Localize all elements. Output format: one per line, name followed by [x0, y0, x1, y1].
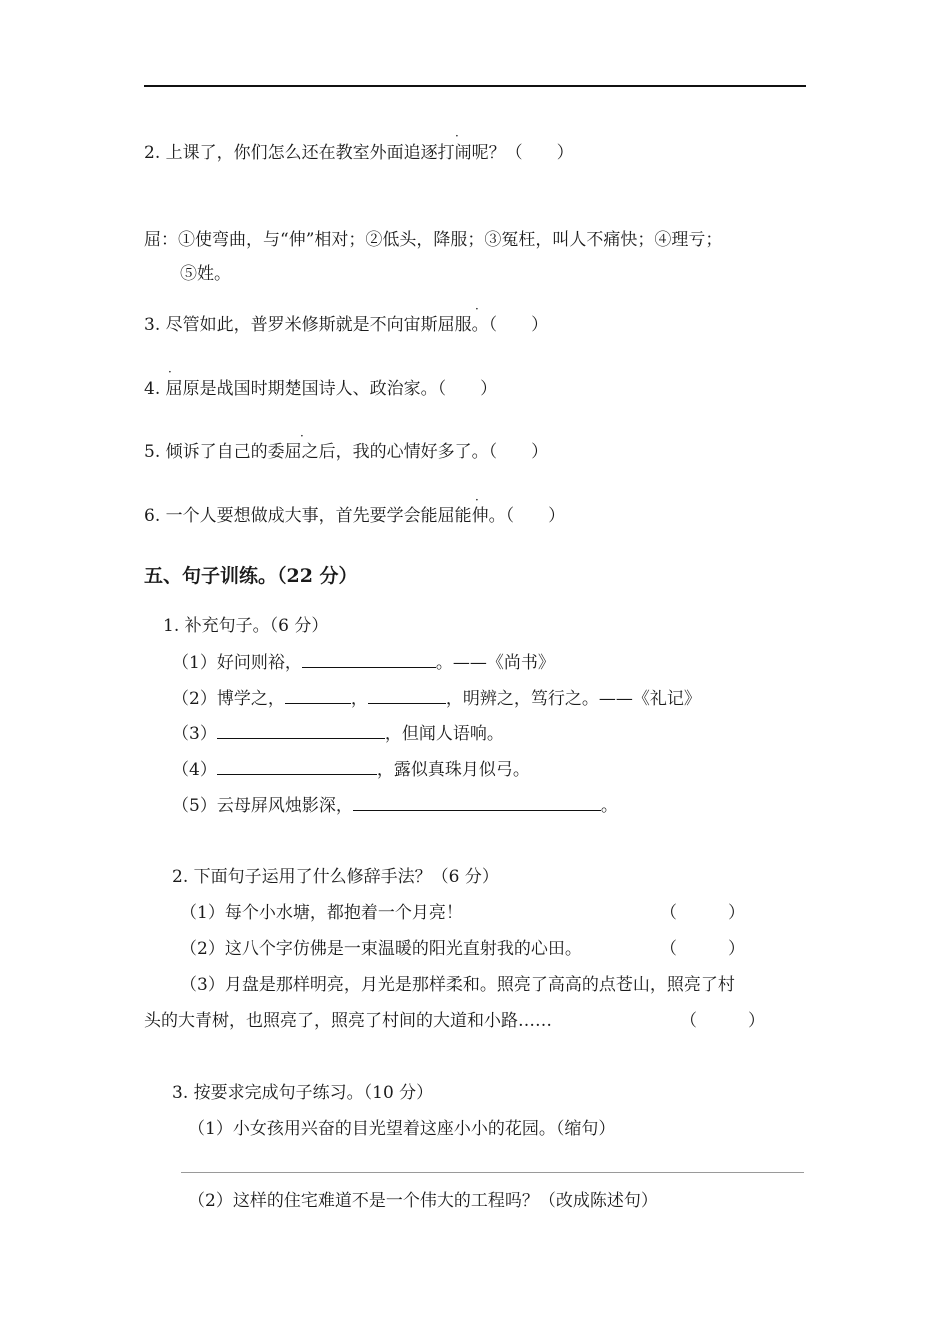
answer-paren[interactable]: （ ） [660, 903, 745, 923]
fill-text: （1）好问则裕， [172, 653, 302, 673]
fill-text: （2）博学之， [172, 689, 285, 709]
answer-blank[interactable] [353, 794, 601, 811]
question-6: 6. 一个人要想做成大事，首先要学会能屈能伸。（ ） [144, 506, 566, 526]
fill-text: （3） [172, 724, 217, 744]
answer-blank[interactable] [217, 722, 385, 739]
emphasis-dot: · [455, 129, 459, 143]
question-5: 5. 倾诉了自己的委屈之后，我的心情好多了。（ ） [144, 442, 549, 462]
fill-sentence-5 [172, 794, 618, 817]
definition-qu-line2: ⑤姓。 [180, 264, 231, 284]
fill-sentence-3 [172, 722, 504, 745]
exercise-sentence-1: （1）小女孩用兴奋的目光望着这座小小的花园。（缩句） [188, 1119, 616, 1139]
fill-text: ，明辨之，笃行之。——《礼记》 [445, 689, 701, 709]
fill-text: 。 [600, 796, 618, 816]
question-4: 4. 屈原是战国时期楚国诗人、政治家。（ ） [144, 379, 498, 399]
answer-paren[interactable]: （ ） [660, 939, 745, 959]
rhetoric-sentence-2: （2）这八个字仿佛是一束温暖的阳光直射我的心田。 [180, 939, 582, 959]
fill-text: （5）云母屏风烛影深， [172, 796, 353, 816]
answer-blank[interactable] [368, 687, 446, 704]
section-5-title: 五、句子训练。（22 分） [144, 565, 358, 587]
answer-blank[interactable] [302, 651, 436, 668]
fill-text: ，但闻人语响。 [384, 724, 504, 744]
definition-qu-line1: 屈：①使弯曲，与“伸”相对；②低头，降服；③冤枉，叫人不痛快；④理亏； [144, 230, 723, 250]
question-3: 3. 尽管如此，普罗米修斯就是不向宙斯屈服。（ ） [144, 315, 549, 335]
fill-text: ，露似真珠月似弓。 [376, 760, 530, 780]
rhetoric-sentence-3-line1: （3）月盘是那样明亮，月光是那样柔和。照亮了高高的点苍山，照亮了村 [180, 975, 735, 995]
exercise-sentence-2: （2）这样的住宅难道不是一个伟大的工程吗？（改成陈述句） [188, 1191, 658, 1211]
answer-blank[interactable] [285, 687, 351, 704]
question-2: 2. 上课了，你们怎么还在教室外面追逐打闹呢？（ ） [144, 143, 574, 163]
part-1-title: 1. 补充句子。（6 分） [163, 616, 329, 636]
answer-blank[interactable] [217, 758, 377, 775]
rhetoric-sentence-3-line2: 头的大青树，也照亮了，照亮了村间的大道和小路…… [144, 1011, 552, 1031]
fill-sentence-4 [172, 758, 530, 781]
rhetoric-sentence-1: （1）每个小水塘，都抱着一个月亮！ [180, 903, 463, 923]
part-2-title: 2. 下面句子运用了什么修辞手法？（6 分） [172, 867, 499, 887]
fill-sentence-2 [172, 687, 701, 710]
emphasis-dot: · [475, 493, 479, 507]
header-rule [144, 85, 806, 87]
fill-text: 。——《尚书》 [435, 653, 555, 673]
answer-paren[interactable]: （ ） [680, 1011, 765, 1031]
emphasis-dot: · [475, 302, 479, 316]
fill-sentence-1 [172, 651, 555, 674]
emphasis-dot: · [168, 365, 172, 379]
answer-line[interactable] [181, 1172, 804, 1173]
emphasis-dot: · [300, 429, 304, 443]
part-3-title: 3. 按要求完成句子练习。（10 分） [172, 1083, 434, 1103]
fill-text: （4） [172, 760, 217, 780]
fill-text: ， [350, 689, 368, 709]
